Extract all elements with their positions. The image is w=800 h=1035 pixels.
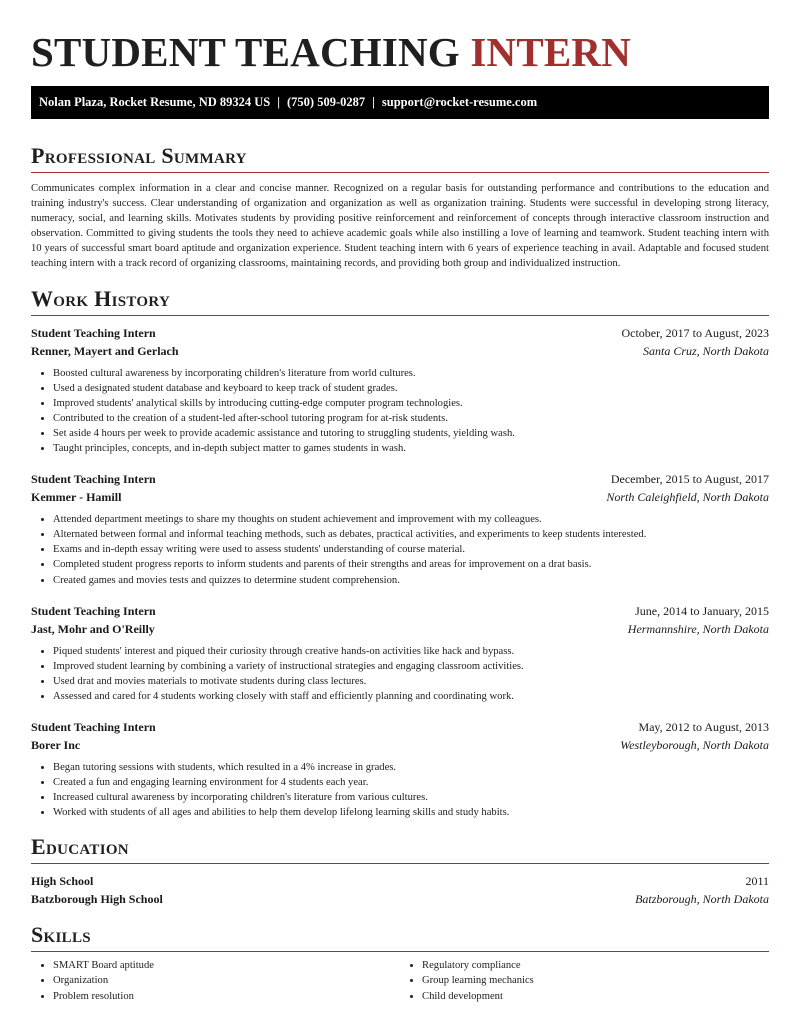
job-bullet: • Used a designated student database and keyboard to keep track of student grades. <box>53 381 769 396</box>
job-bullet: • Boosted cultural awareness by incorporating children's literature from world cultures. <box>53 366 769 381</box>
summary-section <box>31 142 769 272</box>
job-bullet: • Worked with students of all ages and abilities to help them develop lifelong learning skills and study habits. <box>53 805 769 820</box>
summary-heading: Professional Summary <box>31 143 247 168</box>
job-bullet: • Attended department meetings to share my thoughts on student achievement and improvement with my colleagues. <box>53 512 769 527</box>
contact-address: Nolan Plaza, Rocket Resume, ND 89324 US <box>39 95 271 109</box>
skill-item: • Organization <box>53 973 400 988</box>
job-bullets <box>31 512 769 587</box>
job-location: North Caleighfield, North Dakota <box>606 490 769 505</box>
job-bullet: • Exams and in-depth essay writing were used to assess students' understanding of course material. <box>53 542 769 557</box>
education-year: 2011 <box>745 874 769 889</box>
contact-separator: | <box>372 95 375 109</box>
contact-bar <box>31 86 769 119</box>
skills-column-left <box>31 958 400 1003</box>
work-history-heading: Work History <box>31 285 171 311</box>
job-entry <box>31 470 769 587</box>
job-entry <box>31 602 769 704</box>
section-divider <box>31 315 769 316</box>
job-bullet: • Alternated between formal and informal teaching methods, such as debates, practical activities, and experiments to keep students interested. <box>53 527 769 542</box>
skill-item: • Problem resolution <box>53 989 400 1004</box>
resume-title <box>31 0 769 76</box>
summary-text: Communicates complex information in a clear and concise manner. Recognized on a regular basis for outstanding performance and contributions to the education and training industry's success. Clear understanding of organization and organization as well as organization training. Students were successful in developing strong literacy, numeracy, social, and learning skills. Motivates students by providing positive reinforcement and reinforcement of concepts through interactive classroom instruction and observation. Committed to giving students the tools they need to achieve academic goals while also instilling a love of learning and teamwork. Student teaching intern with 10 years of successful smart board aptitude and organization experience. Student teaching intern with 6 years of experience teaching in avail. Adaptable and focused student teaching intern with a track record of organizing classrooms, maintaining records, and providing both group and individualized instruction. <box>31 183 769 270</box>
education-location: Batzborough, North Dakota <box>635 892 769 907</box>
job-dates: October, 2017 to August, 2023 <box>621 325 769 340</box>
job-entry <box>31 718 769 820</box>
job-company: Borer Inc <box>31 737 81 752</box>
job-bullet: • Completed student progress reports to inform students and parents of their strengths and areas for improvement on a drat basis. <box>53 557 769 572</box>
job-bullet: • Used drat and movies materials to motivate students during class lectures. <box>53 674 769 689</box>
job-dates: May, 2012 to August, 2013 <box>638 719 769 734</box>
job-bullet: • Piqued students' interest and piqued their curiosity through creative hands-on activities like hack and bypass. <box>53 644 769 659</box>
section-divider <box>31 172 769 173</box>
skills-columns <box>31 958 769 1003</box>
education-heading: Education <box>31 834 129 860</box>
job-bullets <box>31 644 769 704</box>
job-title: Student Teaching Intern <box>31 472 156 487</box>
job-bullet: • Set aside 4 hours per week to provide academic assistance and tutoring to struggling students, yielding wash. <box>53 426 769 441</box>
job-bullet: • Assessed and cared for 4 students working closely with staff and efficiently planning and coordinating work. <box>53 689 769 704</box>
job-dates: June, 2014 to January, 2015 <box>635 603 769 618</box>
job-company: Renner, Mayert and Gerlach <box>31 343 179 358</box>
job-location: Westleyborough, North Dakota <box>620 737 769 752</box>
job-bullet: • Increased cultural awareness by incorporating children's literature from various cultures. <box>53 790 769 805</box>
job-location: Hermannshire, North Dakota <box>627 621 769 636</box>
job-bullet: • Improved student learning by combining a variety of instructional strategies and engaging classroom activities. <box>53 659 769 674</box>
section-divider <box>31 951 769 952</box>
job-bullet: • Taught principles, concepts, and in-depth subject matter to games students in wash. <box>53 441 769 456</box>
work-history-section <box>31 285 769 821</box>
job-bullet: • Began tutoring sessions with students, which resulted in a 4% increase in grades. <box>53 760 769 775</box>
contact-email-link[interactable]: support@rocket-resume.com <box>381 95 538 109</box>
job-company: Jast, Mohr and O'Reilly <box>31 621 155 636</box>
job-title: Student Teaching Intern <box>31 719 156 734</box>
job-title: Student Teaching Intern <box>31 325 156 340</box>
skills-heading: Skills <box>31 922 91 948</box>
contact-phone: (750) 509-0287 <box>287 95 366 109</box>
skills-section <box>31 921 769 1003</box>
job-dates: December, 2015 to August, 2017 <box>610 472 769 487</box>
job-bullet: • Created a fun and engaging learning environment for 4 students each year. <box>53 775 769 790</box>
skill-item: • Regulatory compliance <box>422 958 769 973</box>
job-bullet: • Created games and movies tests and quizzes to determine student comprehension. <box>53 573 769 588</box>
job-bullet: • Improved students' analytical skills by introducing cutting-edge computer program technologies. <box>53 396 769 411</box>
job-location: Santa Cruz, North Dakota <box>642 343 769 358</box>
skill-item: • Child development <box>422 989 769 1004</box>
contact-separator: | <box>277 95 280 109</box>
section-divider <box>31 863 769 864</box>
job-bullets <box>31 366 769 457</box>
skill-item: • SMART Board aptitude <box>53 958 400 973</box>
job-title: Student Teaching Intern <box>31 603 156 618</box>
skills-column-right <box>400 958 769 1003</box>
title-main: STUDENT TEACHING <box>31 29 460 75</box>
education-degree: High School <box>31 874 94 889</box>
education-section <box>31 833 769 908</box>
education-school: Batzborough High School <box>31 892 163 907</box>
job-company: Kemmer - Hamill <box>31 490 122 505</box>
job-bullet: • Contributed to the creation of a student-led after-school tutoring program for at-risk students. <box>53 411 769 426</box>
title-accent: INTERN <box>470 29 632 75</box>
job-bullets <box>31 760 769 820</box>
job-entry <box>31 324 769 457</box>
skill-item: • Group learning mechanics <box>422 973 769 988</box>
